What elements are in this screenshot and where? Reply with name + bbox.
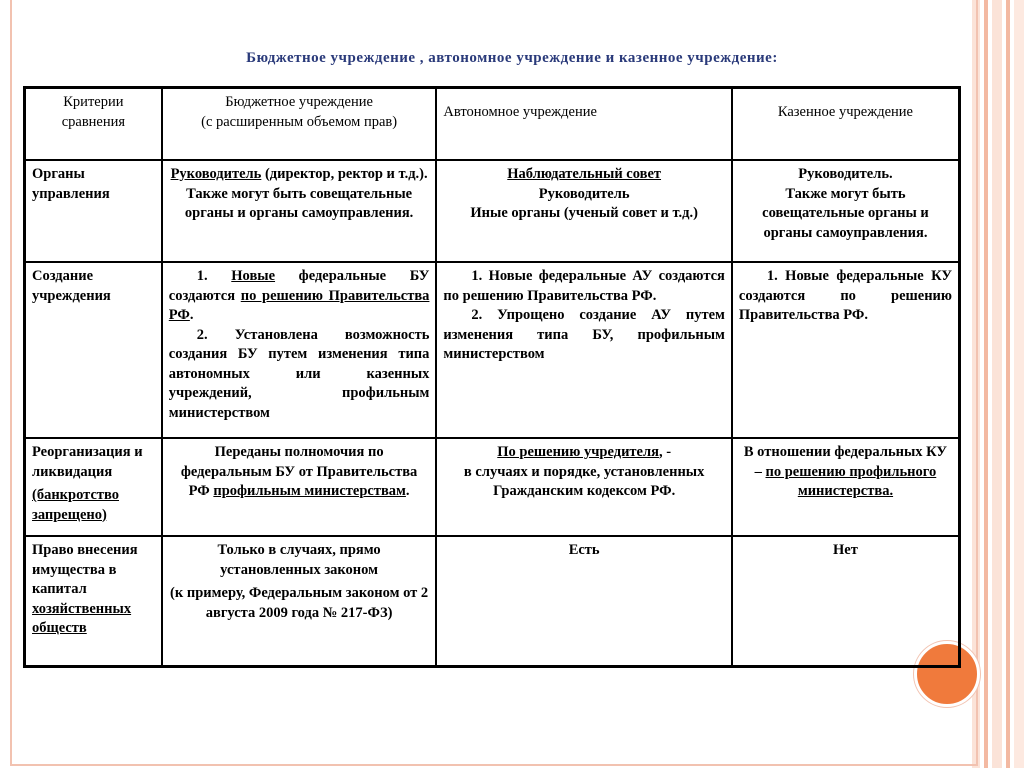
state-text: Также могут быть совещательные органы и органы самоуправления. xyxy=(762,185,929,241)
budget-cell xyxy=(162,536,437,667)
autonomous-cell: Есть xyxy=(436,536,731,667)
table-row xyxy=(25,160,960,262)
autonomous-cell xyxy=(436,262,731,438)
budget-text: (к примеру, Федеральным законом от 2 августа 2009 года № 217-ФЗ) xyxy=(170,585,429,621)
criterion-text: Право внесения имущества в капитал xyxy=(32,542,138,597)
criterion-text: Реорганизация и ликвидация xyxy=(32,444,143,480)
budget-text: (директор, ректор и т.д.). xyxy=(261,166,428,182)
state-cell xyxy=(732,438,960,536)
budget-text: . xyxy=(405,483,410,499)
state-cell xyxy=(732,262,960,438)
budget-text: 1. xyxy=(196,268,232,284)
budget-text: Руководитель xyxy=(170,166,262,182)
budget-cell xyxy=(162,262,437,438)
autonomous-text: в случаях и порядке, установленных Гражданским кодексом РФ. xyxy=(463,463,705,499)
table-row xyxy=(25,536,960,667)
autonomous-text: 2. Упрощено создание АУ путем изменения типа БУ, профильным министерством xyxy=(443,307,725,362)
criterion-text: (банкротство запрещено) xyxy=(32,487,119,523)
state-cell xyxy=(732,160,960,262)
budget-text: федеральные БУ создаются xyxy=(168,268,430,304)
table-row xyxy=(25,438,960,536)
budget-text: по решению Правительства РФ xyxy=(168,287,430,323)
budget-text: Новые xyxy=(231,268,276,284)
autonomous-text: Руководитель xyxy=(538,185,630,202)
budget-cell xyxy=(162,438,437,536)
criterion-cell: Органы управления xyxy=(25,160,162,262)
header-budget-line2: (с расширенным объемом прав) xyxy=(201,113,398,130)
criterion-text: хозяйственных обществ xyxy=(32,600,132,636)
state-text: по решению профильного министерства. xyxy=(765,463,937,499)
budget-text: 2. Установлена возможность создания БУ путем изменения типа автономных или казенных учреждений, профильным министерством xyxy=(168,326,430,421)
table-row xyxy=(25,262,960,438)
state-text: В отношении федеральных КУ – xyxy=(743,444,948,480)
autonomous-text: , - xyxy=(658,444,672,460)
decorative-stripes xyxy=(972,0,1024,768)
criterion-cell xyxy=(25,536,162,667)
autonomous-text: По решению учредителя xyxy=(497,444,659,460)
budget-text: Переданы полномочия по федеральным БУ от Правительства РФ xyxy=(180,444,418,499)
budget-text: профильным министерствам xyxy=(213,483,406,499)
budget-text: . xyxy=(189,307,194,323)
state-text: 1. Новые федеральные КУ создаются по решению Правительства РФ. xyxy=(738,268,952,323)
autonomous-text: Наблюдательный совет xyxy=(507,166,662,182)
header-budget xyxy=(162,88,437,161)
budget-cell xyxy=(162,160,437,262)
header-budget-line1: Бюджетное учреждение xyxy=(225,94,373,110)
criterion-cell: Создание учреждения xyxy=(25,262,162,438)
budget-text: Также могут быть совещательные органы и органы самоуправления. xyxy=(184,185,414,221)
table-header-row xyxy=(25,88,960,161)
header-autonomous: Автономное учреждение xyxy=(436,88,731,161)
autonomous-cell xyxy=(436,438,731,536)
page-title: Бюджетное учреждение , автономное учреждение и казенное учреждение: xyxy=(246,50,778,66)
budget-text: Только в случаях, прямо установленных законом xyxy=(217,542,381,578)
state-cell: Нет xyxy=(732,536,960,667)
autonomous-text: 1. Новые федеральные АУ создаются по решению Правительства РФ. xyxy=(443,268,725,304)
comparison-table xyxy=(23,86,961,668)
autonomous-cell xyxy=(436,160,731,262)
header-state: Казенное учреждение xyxy=(732,88,960,161)
header-criteria: Критерии сравнения xyxy=(25,88,162,161)
autonomous-text: Иные органы (ученый совет и т.д.) xyxy=(470,205,698,221)
state-text: Руководитель. xyxy=(798,166,893,182)
criterion-cell xyxy=(25,438,162,536)
